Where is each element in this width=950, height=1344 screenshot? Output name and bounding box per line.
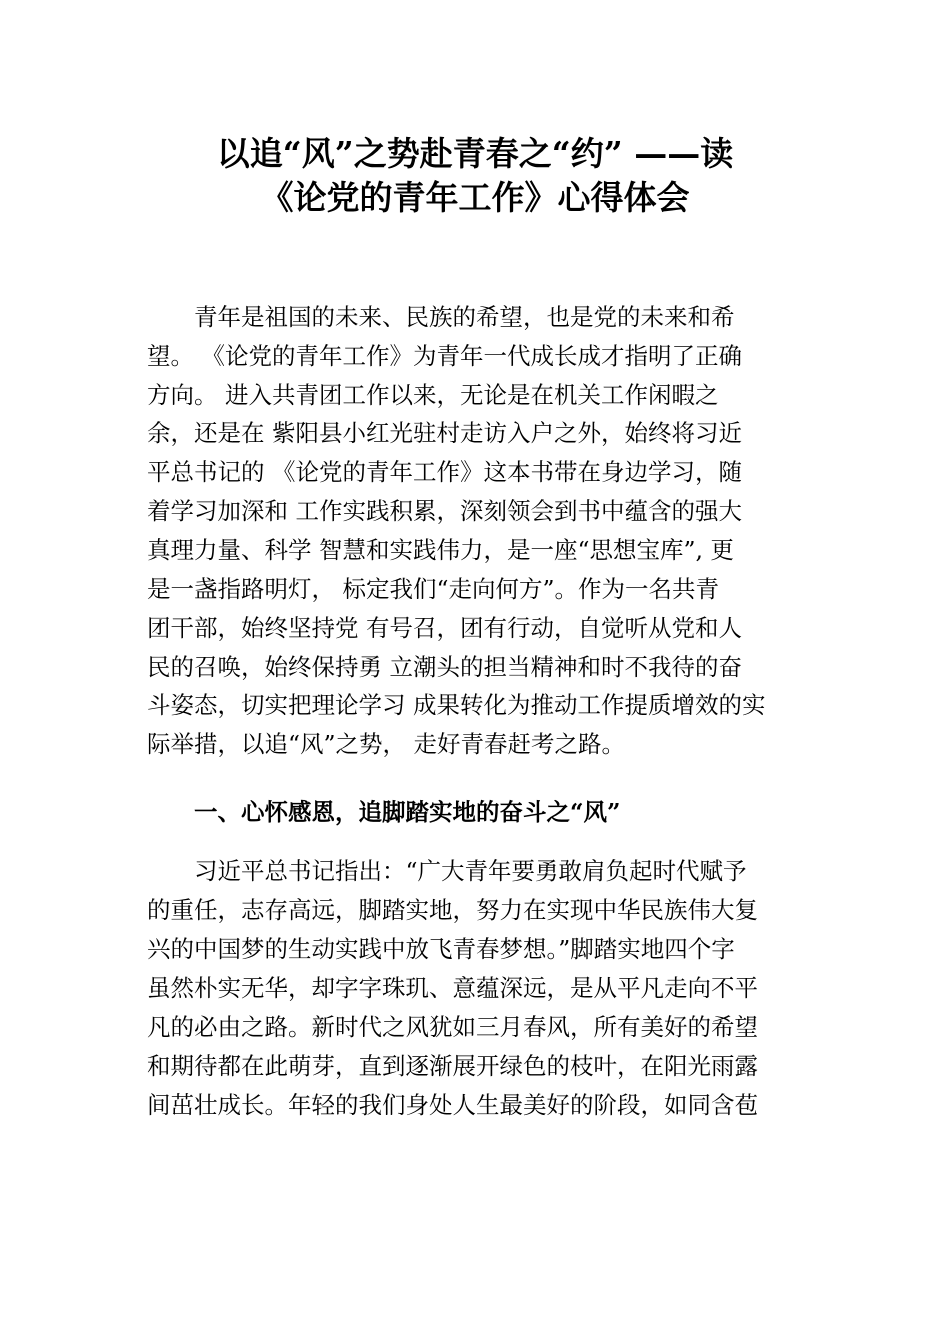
text-line: 着学习加深和 工作实践积累，深刻领会到书中蕴含的强大 [147, 497, 742, 525]
text-line: 青年是祖国的未来、民族的希望，也是党的未来和希 [194, 303, 735, 331]
text-line: 民的召唤，始终保持勇 立潮头的担当精神和时不我待的奋 [147, 653, 742, 681]
text-line: 际举措，以追“风”之势， 走好青春赶考之路。 [147, 730, 625, 758]
text-line: 习近平总书记指出：“广大青年要勇敢肩负起时代赋予 [194, 857, 747, 885]
text-line: 和期待都在此萌芽，直到逐渐展开绿色的枝叶，在阳光雨露 [147, 1052, 758, 1080]
text-line: 凡的必由之路。新时代之风犹如三月春风，所有美好的希望 [147, 1013, 758, 1041]
text-line: 虽然朴实无华，却字字珠玑、意蕴深远，是从平凡走向不平 [147, 974, 758, 1002]
text-line: 余，还是在 紫阳县小红光驻村走访入户之外，始终将习近 [147, 419, 742, 447]
text-line: 是一盏指路明灯， 标定我们“走向何方”。作为一名共青 [147, 575, 719, 603]
section-heading: 一、心怀感恩，追脚踏实地的奋斗之“风” [194, 798, 621, 826]
text-line: 望。 《论党的青年工作》为青年一代成长成才指明了正确 [147, 342, 742, 370]
text-line: 团干部，始终坚持党 有号召，团有行动，自觉听从党和人 [147, 614, 742, 642]
text-line: 真理力量、科学 智慧和实践伟力，是一座“思想宝库”, 更 [147, 536, 734, 564]
text-line: 间茁壮成长。年轻的我们身处人生最美好的阶段，如同含苞 [147, 1091, 758, 1119]
document-title-line-1: 以追“风”之势赴青春之“约” ——读 [216, 134, 734, 173]
text-line: 平总书记的 《论党的青年工作》这本书带在身边学习，随 [147, 458, 742, 486]
text-line: 的重任，志存高远，脚踏实地，努力在实现中华民族伟大复 [147, 896, 758, 924]
text-line: 斗姿态，切实把理论学习 成果转化为推动工作提质增效的实 [147, 691, 766, 719]
text-line: 方向。 进入共青团工作以来，无论是在机关工作闲暇之 [147, 381, 719, 409]
text-line: 兴的中国梦的生动实践中放飞青春梦想。”脚踏实地四个字 [147, 935, 735, 963]
document-title-line-2: 《论党的青年工作》心得体会 [260, 178, 690, 217]
